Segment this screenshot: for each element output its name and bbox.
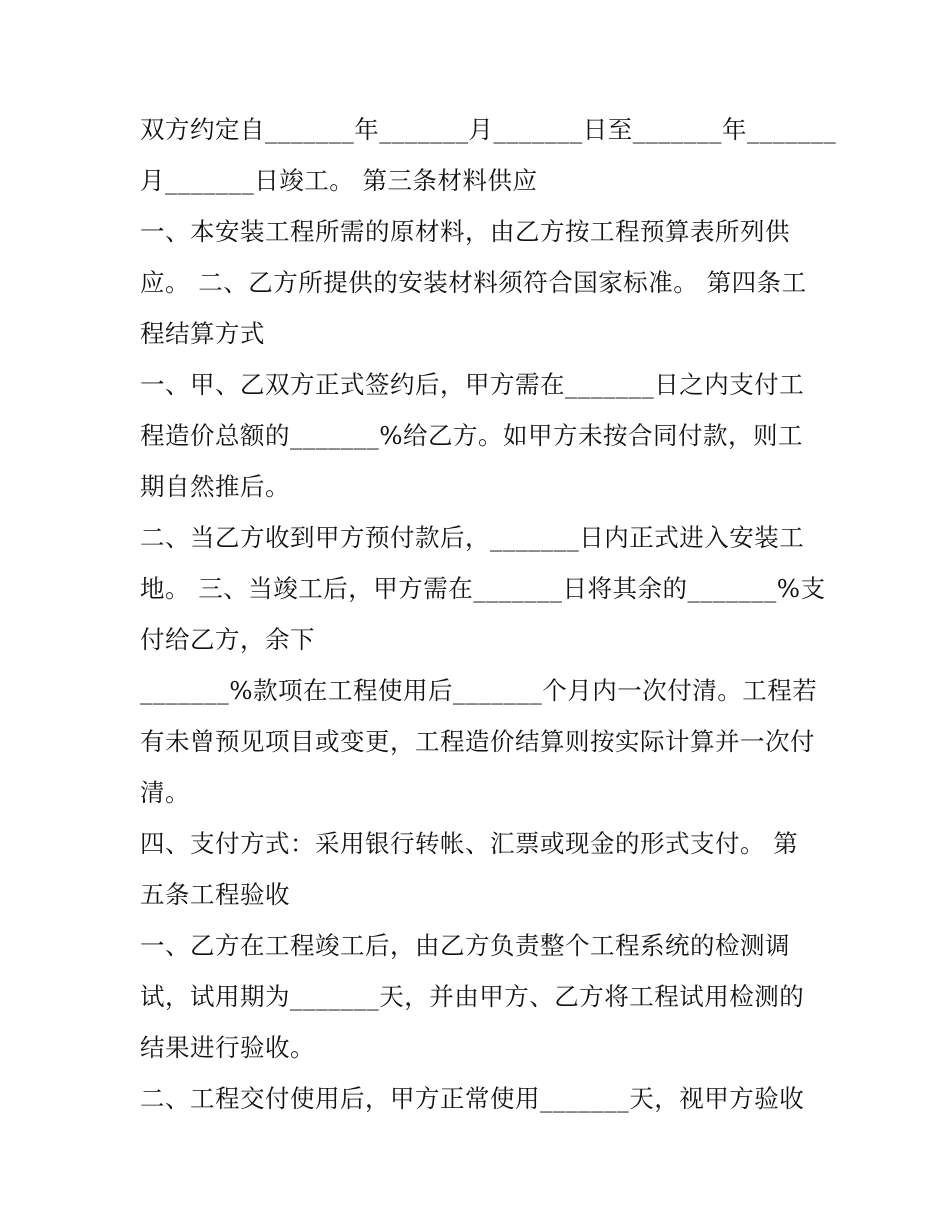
- text-line: 应。 二、乙方所提供的安装材料须符合国家标准。 第四条工: [140, 268, 807, 297]
- text-line: 试，试用期为_______天，并由甲方、乙方将工程试用检测的: [140, 982, 805, 1011]
- text-line: 一、甲、乙双方正式签约后，甲方需在_______日之内支付工: [140, 370, 805, 399]
- text-line: 程造价总额的_______%给乙方。如甲方未按合同付款，则工: [140, 421, 804, 450]
- text-line: 有未曾预见项目或变更，工程造价结算则按实际计算并一次付: [140, 727, 815, 756]
- text-line: 程结算方式: [140, 319, 265, 348]
- text-line: 月_______日竣工。 第三条材料供应: [140, 166, 538, 195]
- text-line: 清。: [140, 778, 190, 807]
- text-line: 二、当乙方收到甲方预付款后，_______日内正式进入安装工: [140, 523, 805, 552]
- text-line: 一、本安装工程所需的原材料，由乙方按工程预算表所列供: [140, 217, 790, 246]
- text-line: 结果进行验收。: [140, 1033, 315, 1062]
- text-line: 二、工程交付使用后，甲方正常使用_______天，视甲方验收: [140, 1084, 805, 1113]
- text-line: 地。 三、当竣工后，甲方需在_______日将其余的_______%支: [140, 574, 826, 603]
- text-line: 付给乙方，余下: [140, 625, 315, 654]
- text-line: _______%款项在工程使用后_______个月内一次付清。工程若: [140, 676, 818, 705]
- text-line: 一、乙方在工程竣工后，由乙方负责整个工程系统的检测调: [140, 931, 790, 960]
- text-line: 五条工程验收: [140, 880, 290, 909]
- text-line: 双方约定自_______年_______月_______日至_______年_______: [140, 115, 837, 144]
- text-line: 四、支付方式：采用银行转帐、汇票或现金的形式支付。 第: [140, 829, 799, 858]
- text-line: 期自然推后。: [140, 472, 290, 501]
